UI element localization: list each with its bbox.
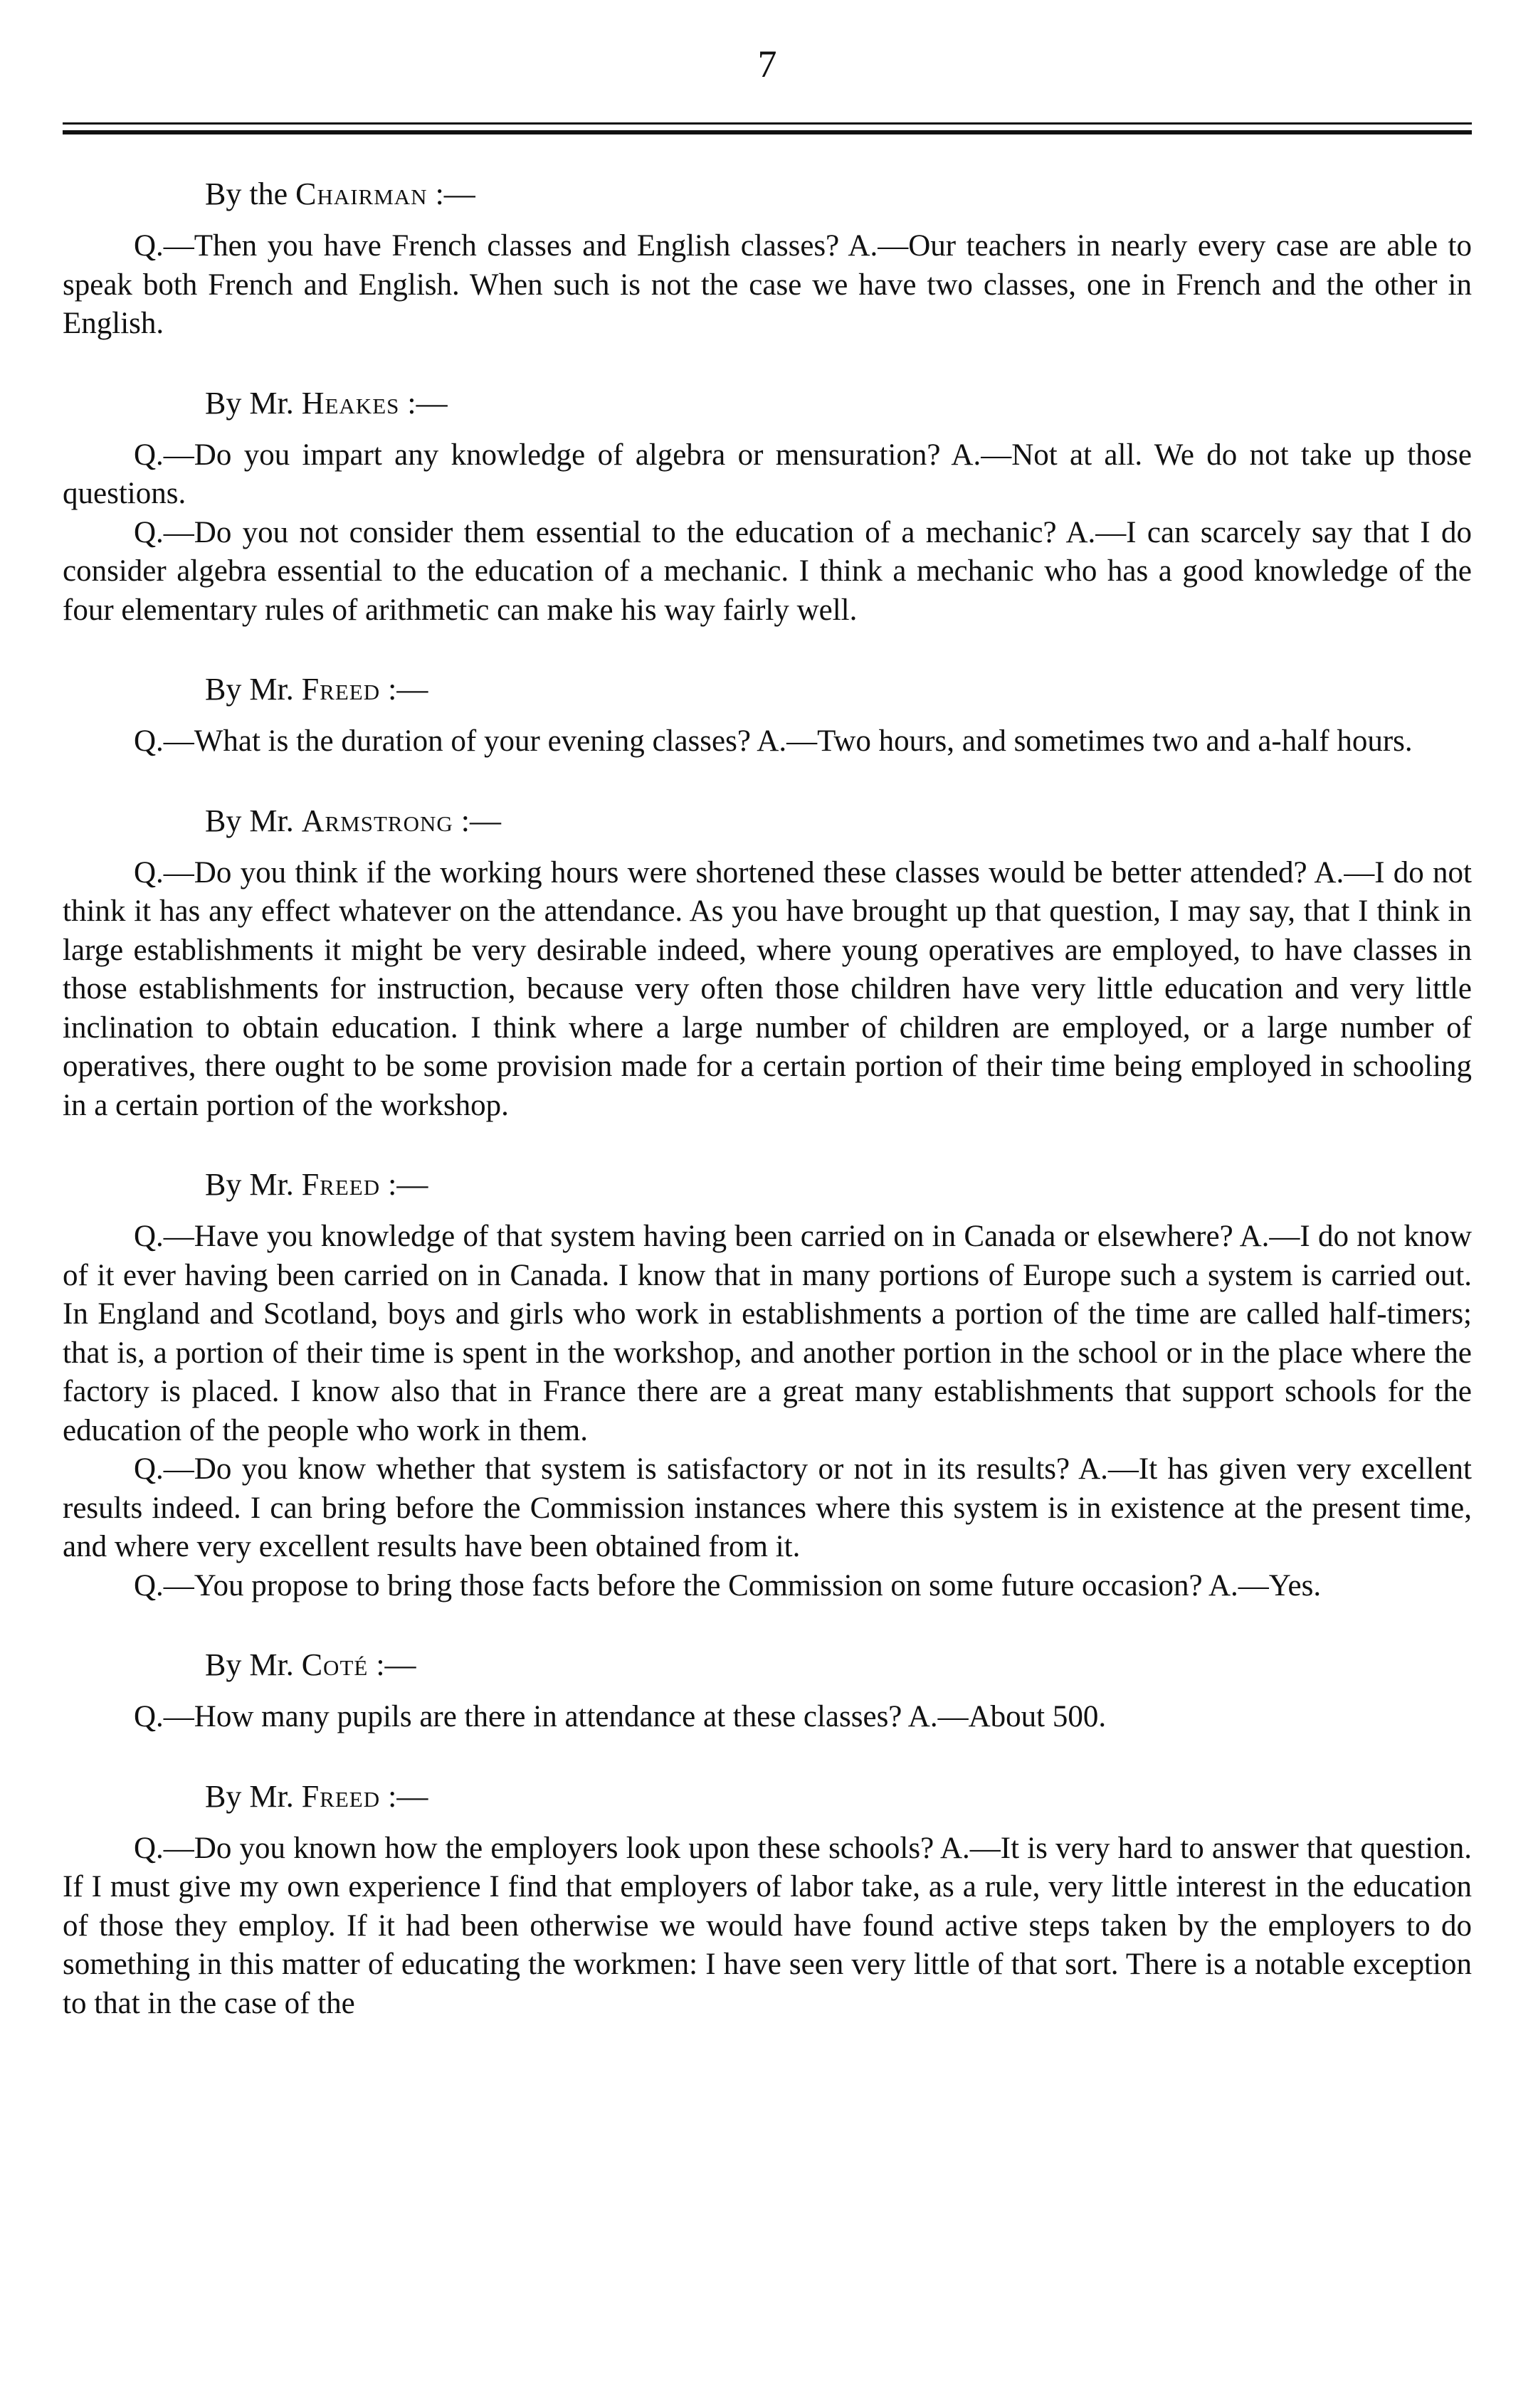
question-answer-paragraph: Q.—Do you think if the working hours were shortened these classes would be better attended? A.—I do not think it has any effect whatever on the attendance. As you have brought up that question, I may say, that I think in large establishments it might be very desirable indeed, where young operatives are employed, to have classes in those establishments for instruction, because very often those children have very little education and very little inclination to obtain education. I think where a large number of children are employed, or a large number of operatives, there ought to be some provision made for a certain portion of their time being employed in schooling in a certain portion of the workshop. <box>63 855 1472 1122</box>
examiner-heading <box>63 801 1472 841</box>
examiner-name: Armstrong <box>301 803 453 838</box>
question-answer-paragraph: Q.—Have you knowledge of that system having been carried on in Canada or elsewhere? A.—I do not know of it ever having been carried on in Canada. I know that in many portions of Europe such a system is carried out. In England and Scotland, boys and girls who work in establishments a portion of the time are called half-timers; that is, a portion of their time is spent in the workshop, and another portion in the school or in the place where the factory is placed. I know also that in France there are a great many establishments that support schools for the education of the people who work in them. <box>63 1220 1472 1447</box>
examiner-heading <box>63 1645 1472 1685</box>
examiner-heading <box>63 1777 1472 1817</box>
examination-section <box>63 384 1472 630</box>
examiner-prefix: By Mr. <box>205 1778 294 1814</box>
examiner-name: Freed <box>301 1167 381 1202</box>
examination-section <box>63 174 1472 344</box>
header-rule-thick <box>63 130 1472 134</box>
examiner-heading <box>63 174 1472 214</box>
examiner-name: Freed <box>301 672 381 707</box>
examiner-name: Heakes <box>301 385 400 421</box>
examination-section <box>63 1165 1472 1605</box>
examiner-name: Chairman <box>295 176 428 211</box>
examination-section <box>63 1645 1472 1737</box>
examiner-heading <box>63 670 1472 709</box>
question-answer-paragraph: Q.—What is the duration of your evening classes? A.—Two hours, and sometimes two and a-half hours. <box>134 724 1413 758</box>
examiner-prefix: By Mr. <box>205 803 294 838</box>
examiner-prefix: By Mr. <box>205 385 294 421</box>
examiner-prefix: By Mr. <box>205 1647 294 1682</box>
examiner-suffix: :— <box>376 1647 416 1682</box>
examiner-heading <box>63 1165 1472 1205</box>
examiner-suffix: :— <box>388 1167 428 1202</box>
header-rule-thin <box>63 122 1472 125</box>
examiner-suffix: :— <box>460 803 501 838</box>
question-answer-paragraph: Q.—Do you know whether that system is satisfactory or not in its results? A.—It has given very excellent results indeed. I can bring before the Commission instances where this system is in existence at the present time, and where very excellent results have been obtained from it. <box>63 1452 1472 1563</box>
testimony-body <box>63 174 1472 2023</box>
examiner-prefix: By Mr. <box>205 672 294 707</box>
examiner-suffix: :— <box>388 1778 428 1814</box>
examiner-prefix: By the <box>205 176 288 211</box>
examination-section <box>63 801 1472 1126</box>
examination-section <box>63 1777 1472 2024</box>
examiner-prefix: By Mr. <box>205 1167 294 1202</box>
examiner-name: Coté <box>301 1647 369 1682</box>
question-answer-paragraph: Q.—Do you impart any knowledge of algebra or mensuration? A.—Not at all. We do not take up those questions. <box>63 438 1472 510</box>
question-answer-paragraph: Q.—Then you have French classes and English classes? A.—Our teachers in nearly every case are able to speak both French and English. When such is not the case we have two classes, one in French and the other in English. <box>63 229 1472 340</box>
examiner-suffix: :— <box>388 672 428 707</box>
page-number: 7 <box>757 43 777 85</box>
question-answer-paragraph: Q.—Do you not consider them essential to the education of a mechanic? A.—I can scarcely say that I do consider algebra essential to the education of a mechanic. I think a mechanic who has a good knowledge of the four elementary rules of arithmetic can make his way fairly well. <box>63 515 1472 627</box>
examiner-name: Freed <box>301 1778 381 1814</box>
examiner-suffix: :— <box>407 385 448 421</box>
examiner-suffix: :— <box>435 176 475 211</box>
question-answer-paragraph: Q.—You propose to bring those facts before the Commission on some future occasion? A.—Yes. <box>134 1568 1322 1602</box>
question-answer-paragraph: Q.—Do you known how the employers look upon these schools? A.—It is very hard to answer that question. If I must give my own experience I find that employers of labor take, as a rule, very little interest in the education of those they employ. If it had been otherwise we would have found active steps taken by the employers to do something in this matter of educating the workmen: I have seen very little of that sort. There is a notable exception to that in the case of the <box>63 1831 1472 2020</box>
examiner-heading <box>63 384 1472 423</box>
examination-section <box>63 670 1472 761</box>
question-answer-paragraph: Q.—How many pupils are there in attendance at these classes? A.—About 500. <box>134 1700 1107 1733</box>
page <box>63 43 1472 2063</box>
